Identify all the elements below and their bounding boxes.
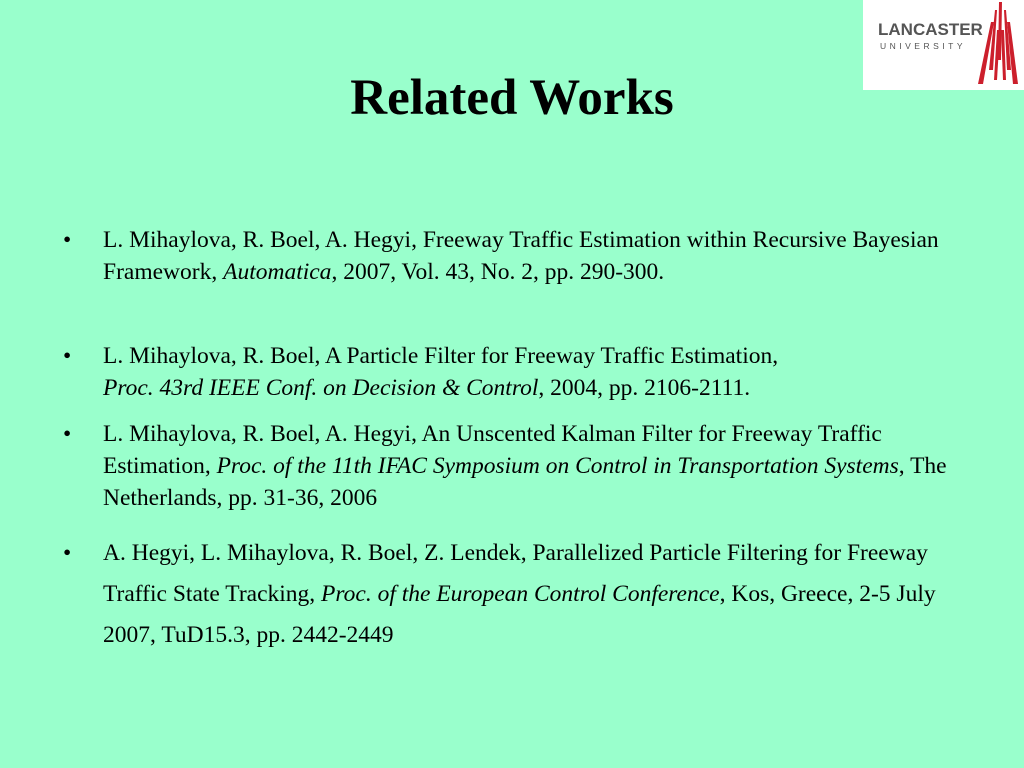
bullet: • [63, 540, 72, 566]
reference-venue: Automatica [223, 259, 332, 285]
bullet: • [63, 227, 72, 253]
logo-subtitle: UNIVERSITY [880, 41, 967, 51]
reference-authors-title: L. Mihaylova, R. Boel, A. Hegyi, An Unscented Kalman Filter for Freeway Traffic Estimation, [103, 421, 882, 479]
reference-item [63, 418, 963, 514]
reference-details: , The Netherlands, pp. 31-36, 2006 [103, 453, 947, 511]
reference-details: , 2007, Vol. 43, No. 2, pp. 290-300. [331, 259, 665, 285]
bullet: • [63, 343, 72, 369]
reference-details: , Kos, Greece, 2-5 July 2007, TuD15.3, pp. 2442-2449 [103, 581, 936, 648]
reference-venue: Proc. 43rd IEEE Conf. on Decision & Control [103, 375, 539, 401]
slide-title: Related Works [350, 70, 674, 126]
reference-details: , 2004, pp. 2106-2111. [538, 375, 751, 401]
reference-authors-title: L. Mihaylova, R. Boel, A Particle Filter for Freeway Traffic Estimation, [103, 343, 779, 369]
reference-authors-title: L. Mihaylova, R. Boel, A. Hegyi, Freeway Traffic Estimation within Recursive Bayesian Framework, [103, 227, 939, 285]
reference-venue: Proc. of the European Control Conference [321, 581, 720, 607]
reference-item [63, 533, 963, 656]
reference-venue: Proc. of the 11th IFAC Symposium on Control in Transportation Systems [216, 453, 899, 479]
bullet: • [63, 421, 72, 447]
reference-authors-title: A. Hegyi, L. Mihaylova, R. Boel, Z. Lendek, Parallelized Particle Filtering for Freeway Traffic State Tracking, [103, 540, 928, 607]
reference-item [63, 340, 963, 404]
logo-wordmark: LANCASTER [878, 20, 983, 39]
reference-item [63, 224, 963, 288]
